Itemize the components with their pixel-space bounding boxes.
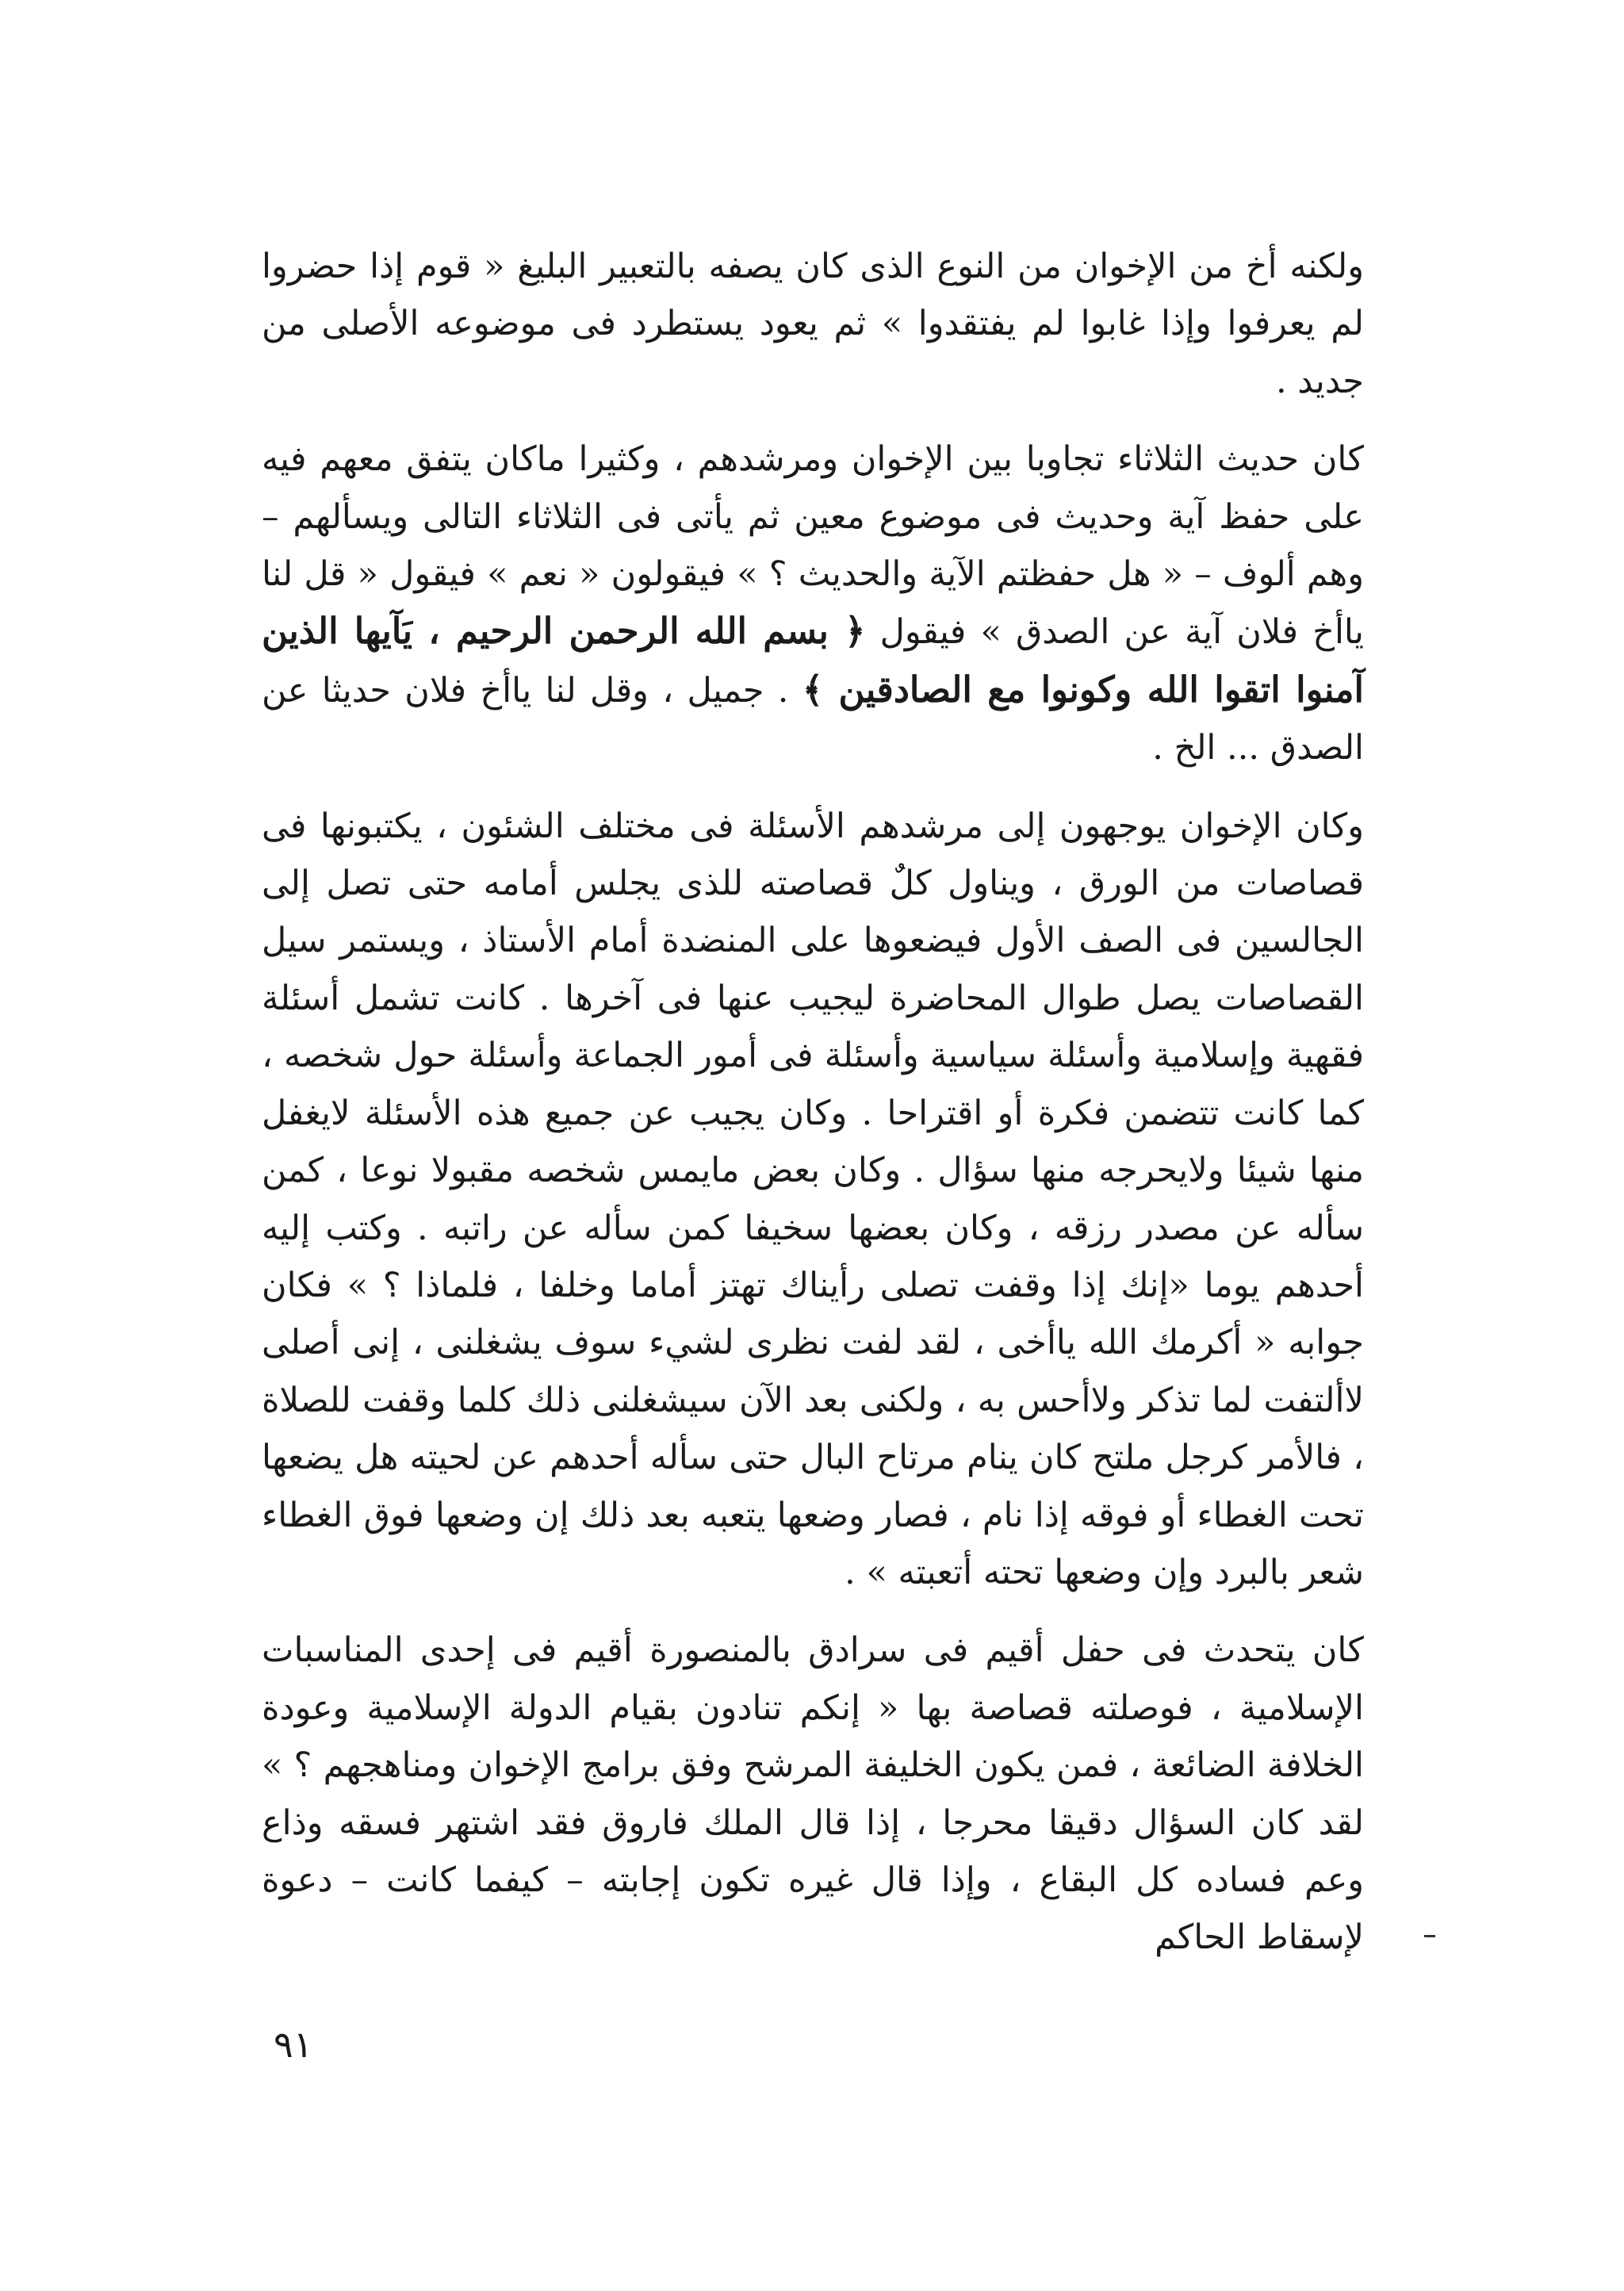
paragraph-3-text: وكان الإخوان يوجهون إلى مرشدهم الأسئلة فى مختلف الشئون ، يكتبونها فى قصاصات من الورق ، ويناول كلٌ قصاصته للذى يجلس أمامه حتى تصل إلى الجالسين فى الصف الأول فيضعوها على المنضدة أمام الأستاذ ، ويستمر سيل القصاصات يصل طوال المحاضرة ليجيب عنها فى آخرها . كانت تشمل أسئلة فقهية وإسلامية وأسئلة سياسية وأسئلة فى أمور الجماعة وأسئلة حول شخصه ، كما كانت تتضمن فكرة أو اقتراحا . وكان يجيب عن جميع هذه الأسئلة لايغفل منها شيئا ولايحرجه منها سؤال . وكان بعض مايمس شخصه مقبولا نوعا ، كمن سأله عن مصدر رزقه ، وكان بعضها سخيفا كمن سأله عن راتبه . وكتب إليه أحدهم يوما «إنك إذا وقفت تصلى رأيناك تهتز أماما وخلفا ، فلماذا ؟ » فكان جوابه « أكرمك الله ياأخى ، لقد لفت نظرى لشيء سوف يشغلنى ، إنى أصلى لاألتفت لما تذكر ولاأحس به ، ولكنى بعد الآن سيشغلنى ذلك كلما وقفت للصلاة ، فالأمر كرجل ملتح كان ينام مرتاح البال حتى سأله أحدهم عن لحيته هل يضعها تحت الغطاء أو فوقه إذا نام ، فصار وضعها يتعبه بعد ذلك إن وضعها فوق الغطاء شعر بالبرد وإن وضعها تحته أتعبته » .: [262, 806, 1364, 1592]
paragraph-1: [262, 238, 1364, 410]
paragraph-2: [262, 431, 1364, 776]
quran-verse: ﴿ بسم الله الرحمن الرحيم ، يَآيها الذين آمنوا اتقوا الله وكونوا مع الصادقين ﴾: [262, 610, 1365, 711]
paragraph-4: [262, 1622, 1364, 1966]
paragraph-2-text-start: كان حديث الثلاثاء تجاوبا بين الإخوان ومرشدهم ، وكثيرا ماكان يتفق معهم فيه على حفظ آية وحديث فى موضوع معين ثم يأتى فى الثلاثاء التالى ويسألهم – وهم ألوف – « هل حفظتم الآية والحديث ؟ » فيقولون « نعم » فيقول « قل لنا ياأخ فلان آية عن الصدق » فيقول: [262, 439, 1364, 653]
paragraph-1-text: ولكنه أخ من الإخوان من النوع الذى كان يصفه بالتعبير البليغ « قوم إذا حضروا لم يعرفوا وإذا غابوا لم يفتقدوا » ثم يعود يستطرد فى موضوعه الأصلى من جديد .: [262, 247, 1364, 401]
paragraph-4-text: كان يتحدث فى حفل أقيم فى سرادق بالمنصورة أقيم فى إحدى المناسبات الإسلامية ، فوصلته قصاصة بها « إنكم تنادون بقيام الدولة الإسلامية وعودة الخلافة الضائعة ، فمن يكون الخليفة المرشح وفق برامج الإخوان ومناهجهم ؟ » لقد كان السؤال دقيقا محرجا ، إذا قال الملك فاروق فقد اشتهر فسقه وذاع وعم فساده كل البقاع ، وإذا قال غيره تكون إجابته – كيفما كانت – دعوة لإسقاط الحاكم: [262, 1630, 1364, 1958]
paragraph-2-text-end: . جميل ، وقل لنا ياأخ فلان حديثا عن الصدق ... الخ .: [262, 670, 1364, 768]
page-body: [262, 238, 1364, 1967]
page-number: ٩١: [274, 2023, 313, 2066]
margin-dash-mark: [1424, 1935, 1435, 1937]
paragraph-3: [262, 798, 1364, 1602]
